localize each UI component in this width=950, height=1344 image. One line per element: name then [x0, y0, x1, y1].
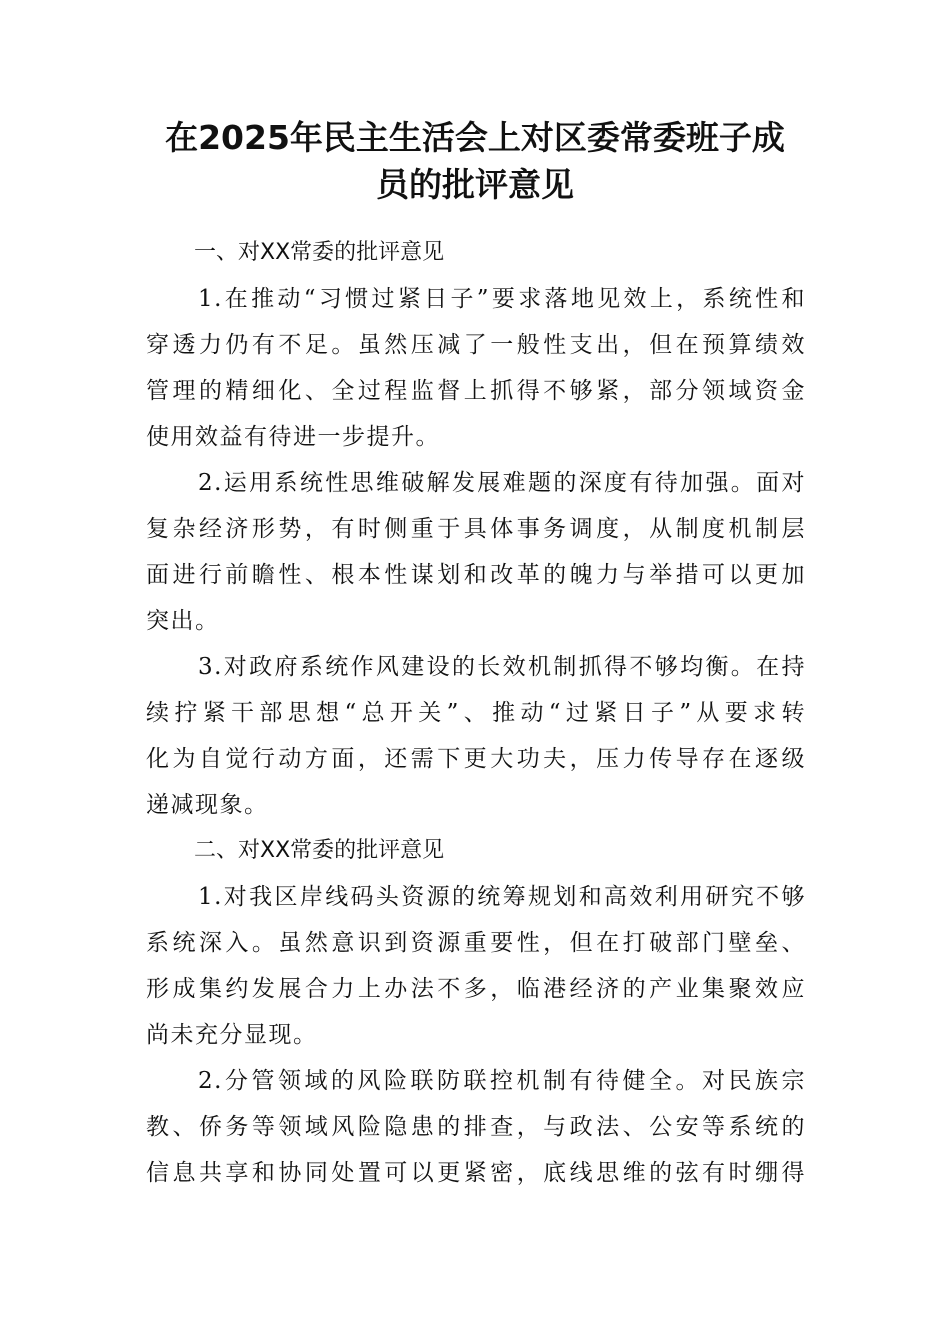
text-line: 系统深入。虽然意识到资源重要性，但在打破部门壁垒、 [146, 930, 806, 956]
text-line: 1.对我区岸线码头资源的统筹规划和高效利用研究不够 [198, 884, 806, 910]
paragraph-2-2 [146, 1058, 806, 1196]
title-line-1: 在2025年民主生活会上对区委常委班子成 [165, 118, 785, 157]
text-line: 递减现象。 [146, 792, 269, 818]
paragraph-1-1 [146, 276, 806, 460]
text-line: 教、侨务等领域风险隐患的排查，与政法、公安等系统的 [146, 1114, 806, 1140]
text-line: 续拧紧干部思想“总开关”、推动“过紧日子”从要求转 [146, 700, 806, 726]
text-line: 信息共享和协同处置可以更紧密，底线思维的弦有时绷得 [146, 1160, 806, 1186]
title-line-2: 员的批评意见 [376, 165, 574, 204]
section-heading-2: 二、对XX常委的批评意见 [194, 838, 445, 863]
document-body [146, 230, 806, 1196]
text-line: 穿透力仍有不足。虽然压减了一般性支出，但在预算绩效 [146, 332, 806, 358]
text-line: 化为自觉行动方面，还需下更大功夫，压力传导存在逐级 [146, 746, 806, 772]
paragraph-2-1 [146, 874, 806, 1058]
text-line: 管理的精细化、全过程监督上抓得不够紧，部分领域资金 [146, 378, 806, 404]
text-line: 3.对政府系统作风建设的长效机制抓得不够均衡。在持 [198, 654, 806, 680]
paragraph-1-3 [146, 644, 806, 828]
text-line: 突出。 [146, 608, 220, 634]
text-line: 尚未充分显现。 [146, 1022, 318, 1048]
text-line: 面进行前瞻性、根本性谋划和改革的魄力与举措可以更加 [146, 562, 806, 588]
document-title [130, 114, 820, 208]
text-line: 形成集约发展合力上办法不多，临港经济的产业集聚效应 [146, 976, 806, 1002]
section-heading-1: 一、对XX常委的批评意见 [194, 240, 445, 265]
text-line: 使用效益有待进一步提升。 [146, 424, 440, 450]
text-line: 2.运用系统性思维破解发展难题的深度有待加强。面对 [198, 470, 806, 496]
text-line: 复杂经济形势，有时侧重于具体事务调度，从制度机制层 [146, 516, 806, 542]
paragraph-1-2 [146, 460, 806, 644]
text-line: 2.分管领域的风险联防联控机制有待健全。对民族宗 [198, 1068, 806, 1094]
text-line: 1.在推动“习惯过紧日子”要求落地见效上，系统性和 [198, 286, 806, 312]
